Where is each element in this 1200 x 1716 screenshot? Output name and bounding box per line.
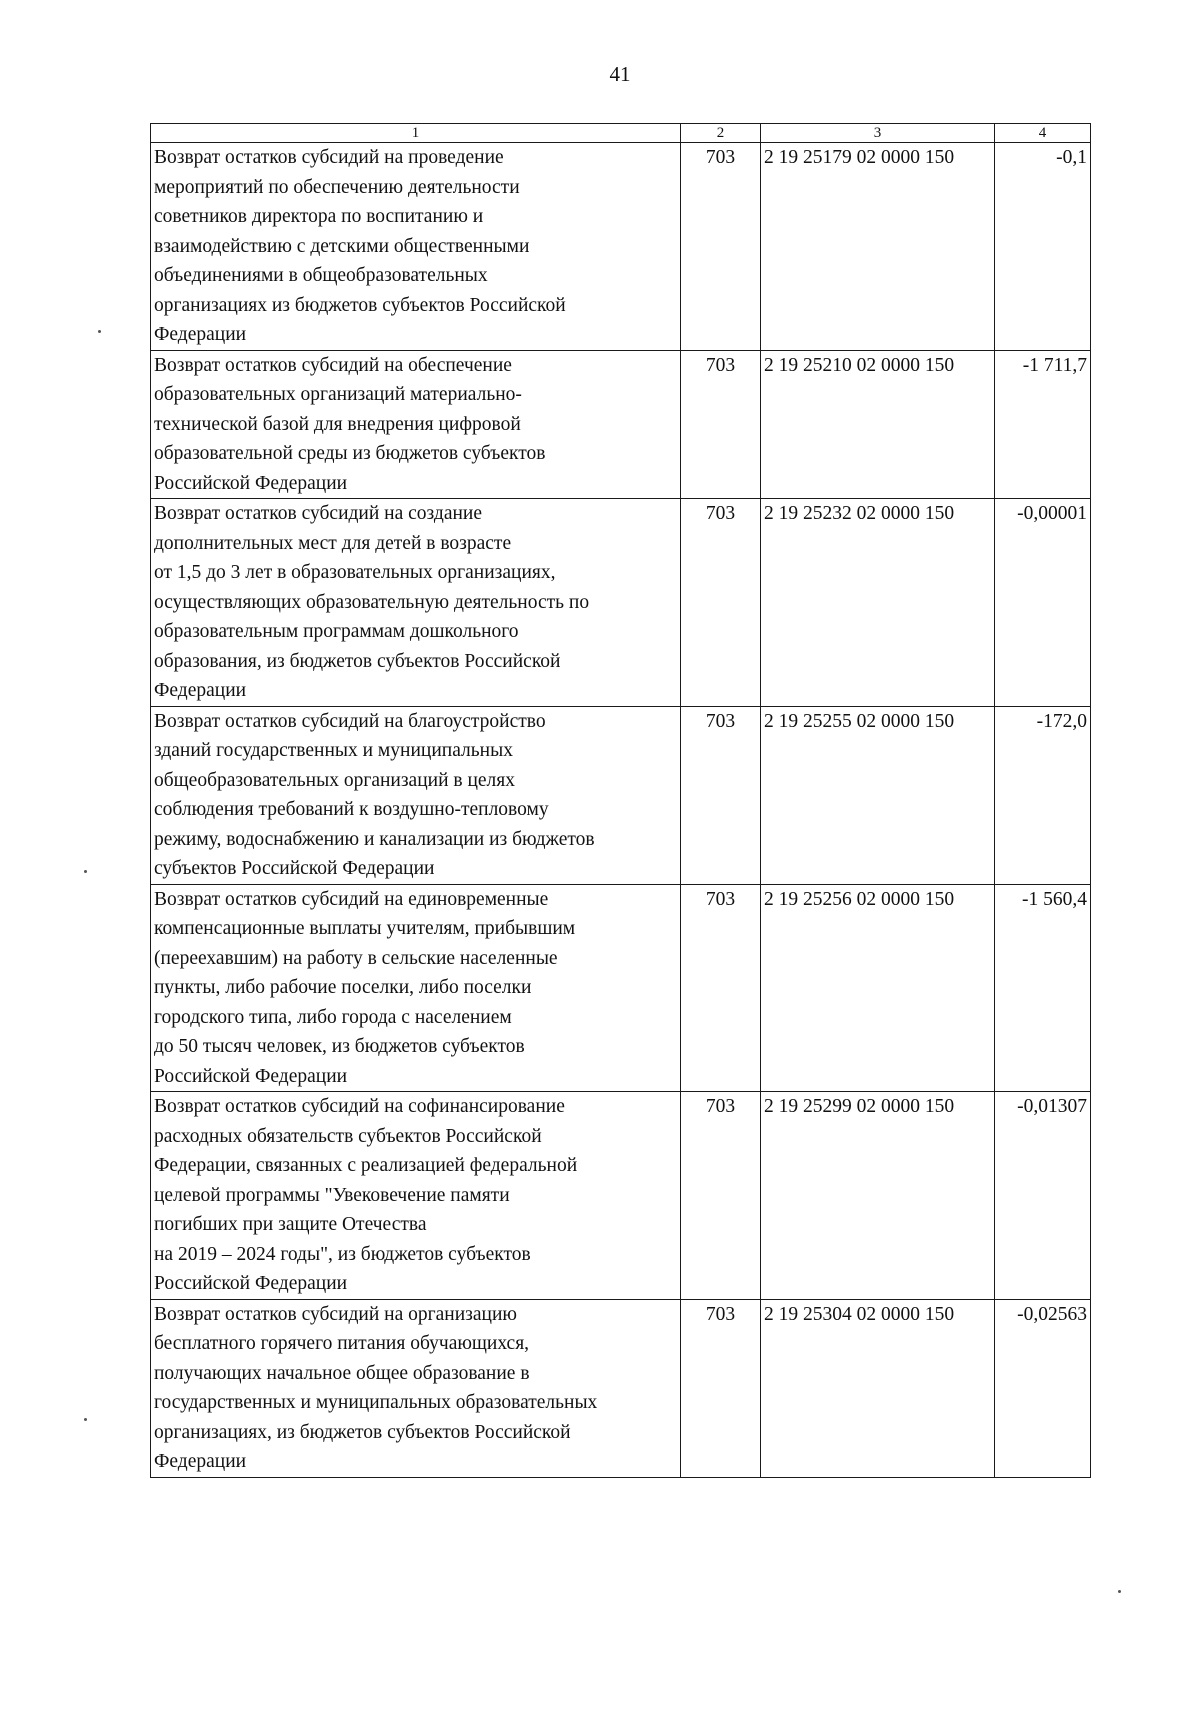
row-budget-code: 2 19 25299 02 0000 150 [761, 1092, 995, 1300]
row-description: Возврат остатков субсидий на единовременные компенсационные выплаты учителям, прибывшим (переехавшим) на работу в сельские населенные пункты, либо рабочие поселки, либо поселки городского типа, либо города с населением до 50 тысяч человек, из бюджетов субъектов Российской Федерации [151, 884, 681, 1092]
row-amount: -0,02563 [995, 1299, 1091, 1477]
row-description: Возврат остатков субсидий на проведение мероприятий по обеспечению деятельности советников директора по воспитанию и взаимодействию с детскими общественными объединениями в общеобразовательных организациях из бюджетов субъектов Российской Федерации [151, 143, 681, 351]
row-budget-code: 2 19 25210 02 0000 150 [761, 350, 995, 499]
table-row [151, 350, 1091, 499]
row-admin-code: 703 [681, 499, 761, 707]
row-description: Возврат остатков субсидий на создание дополнительных мест для детей в возрасте от 1,5 до 3 лет в образовательных организациях, осуществляющих образовательную деятельность по образовательным программам дошкольного образования, из бюджетов субъектов Российской Федерации [151, 499, 681, 707]
scan-speck [98, 330, 101, 333]
row-budget-code: 2 19 25255 02 0000 150 [761, 706, 995, 884]
row-admin-code: 703 [681, 1092, 761, 1300]
row-amount: -1 560,4 [995, 884, 1091, 1092]
column-header-3: 3 [761, 124, 995, 143]
scan-speck [84, 870, 87, 873]
budget-table [150, 123, 1091, 1478]
table-row [151, 706, 1091, 884]
row-budget-code: 2 19 25179 02 0000 150 [761, 143, 995, 351]
table-row [151, 884, 1091, 1092]
column-header-2: 2 [681, 124, 761, 143]
row-admin-code: 703 [681, 350, 761, 499]
column-header-1: 1 [151, 124, 681, 143]
row-description: Возврат остатков субсидий на организацию бесплатного горячего питания обучающихся, получающих начальное общее образование в государственных и муниципальных образовательных организациях, из бюджетов субъектов Российской Федерации [151, 1299, 681, 1477]
row-amount: -0,1 [995, 143, 1091, 351]
row-amount: -0,01307 [995, 1092, 1091, 1300]
row-budget-code: 2 19 25232 02 0000 150 [761, 499, 995, 707]
table-row [151, 1092, 1091, 1300]
table-header-row [151, 124, 1091, 143]
row-admin-code: 703 [681, 706, 761, 884]
row-budget-code: 2 19 25256 02 0000 150 [761, 884, 995, 1092]
scan-speck [1118, 1590, 1121, 1593]
row-admin-code: 703 [681, 884, 761, 1092]
column-header-4: 4 [995, 124, 1091, 143]
table-row [151, 1299, 1091, 1477]
row-description: Возврат остатков субсидий на обеспечение образовательных организаций материально- технической базой для внедрения цифровой образовательной среды из бюджетов субъектов Российской Федерации [151, 350, 681, 499]
table-row [151, 143, 1091, 351]
row-budget-code: 2 19 25304 02 0000 150 [761, 1299, 995, 1477]
row-description: Возврат остатков субсидий на благоустройство зданий государственных и муниципальных общеобразовательных организаций в целях соблюдения требований к воздушно-тепловому режиму, водоснабжению и канализации из бюджетов субъектов Российской Федерации [151, 706, 681, 884]
page-number: 41 [609, 62, 631, 86]
scan-speck [84, 1418, 87, 1421]
table-row [151, 499, 1091, 707]
row-description: Возврат остатков субсидий на софинансирование расходных обязательств субъектов Российской Федерации, связанных с реализацией федеральной целевой программы "Увековечение памяти погибших при защите Отечества на 2019 – 2024 годы", из бюджетов субъектов Российской Федерации [151, 1092, 681, 1300]
row-admin-code: 703 [681, 1299, 761, 1477]
row-amount: -0,00001 [995, 499, 1091, 707]
row-amount: -172,0 [995, 706, 1091, 884]
row-admin-code: 703 [681, 143, 761, 351]
row-amount: -1 711,7 [995, 350, 1091, 499]
